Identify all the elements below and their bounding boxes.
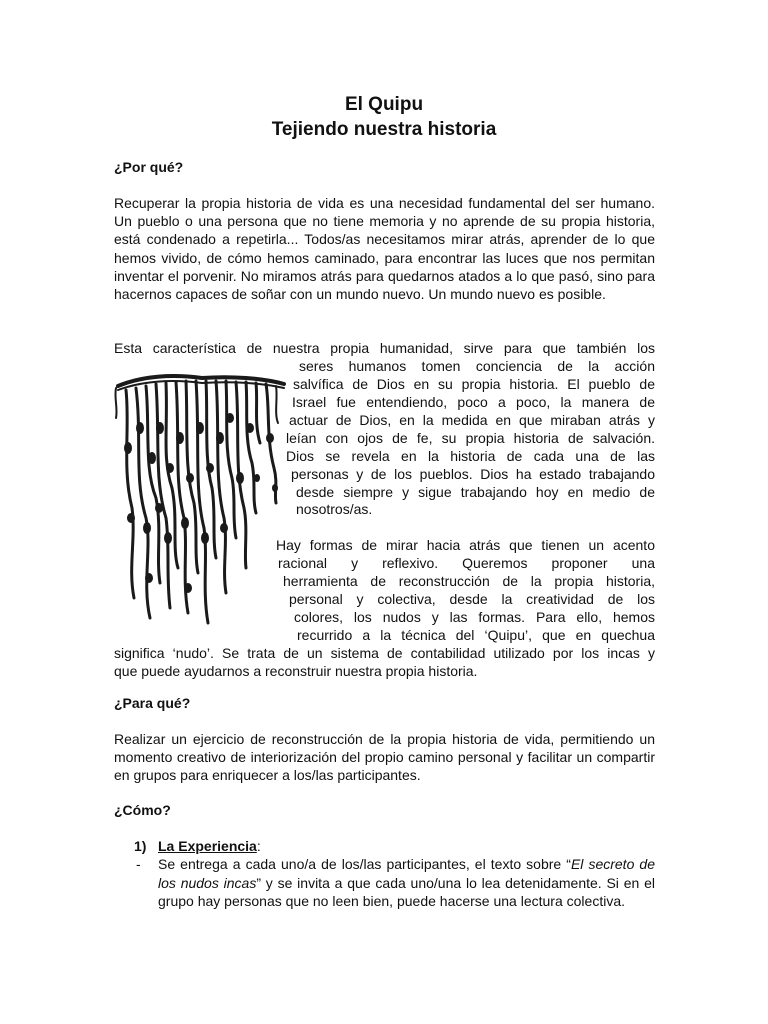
paragraph-why-1: Recuperar la propia historia de vida es una necesidad fundamental del ser humano. Un pueblo o una persona que no tiene memoria y no aprende de su propia historia, está condenado a repetirla... Todos/as necesitamos mirar atrás, aprender de lo que hemos vivido, de cómo hemos caminado, para encontrar las luces que nos permitan inventar el porvenir. No miramos atrás para quedarnos atados a lo que pasó, sino para hacernos capaces de soñar con un mundo nuevo. Un mundo nuevo es posible.	[114, 195, 655, 303]
document-title: El Quipu	[344, 94, 424, 115]
paragraph-line: Dios se revela en la historia de cada una de las	[286, 448, 655, 464]
paragraph-line: que puede ayudarnos a reconstruir nuestra propia historia.	[114, 663, 478, 679]
bullet-item	[158, 855, 655, 911]
document-subtitle: Tejiendo nuestra historia	[271, 119, 497, 140]
paragraph-line: Hay formas de mirar hacia atrás que tienen un acento	[276, 537, 655, 553]
bullet-marker: -	[136, 856, 141, 872]
paragraph-line: desde siempre y sigue trabajando hoy en medio de	[296, 484, 655, 500]
heading-how: ¿Cómo?	[114, 802, 171, 818]
list-number: 1)	[134, 838, 147, 854]
paragraph-line: racional y reflexivo. Queremos proponer una	[278, 555, 655, 571]
paragraph-line: personas y de los pueblos. Dios ha estado trabajando	[291, 466, 655, 482]
bullet-italic-title: El secreto de los nudos incas	[158, 856, 655, 891]
paragraph-line: recurrido a la técnica del ‘Quipu’, que en quechua	[297, 627, 655, 643]
step-title-text: La Experiencia	[158, 838, 257, 854]
paragraph-line: seres humanos tomen conciencia de la acción	[299, 358, 655, 374]
bullet-text-1: Se entrega a cada uno/a de los/las participantes, el texto sobre “	[158, 856, 571, 872]
paragraph-line: leían con ojos de fe, su propia historia de salvación.	[286, 430, 655, 446]
paragraph-line: colores, los nudos y las formas. Para ello, hemos	[294, 609, 655, 625]
heading-why: ¿Por qué?	[114, 159, 184, 175]
step-title-colon: :	[256, 838, 261, 854]
paragraph-line: Israel fue entendiendo, poco a poco, la manera de	[292, 394, 655, 410]
paragraph-what-for: Realizar un ejercicio de reconstrucción de la propia historia de vida, permitiendo un momento creativo de interiorización del propio camino personal y facilitar un compartir en grupos para enriquecer a los/las participantes.	[114, 731, 655, 784]
bullet-text-2: ” y se invita a que cada uno/una lo lea detenidamente. Si en el grupo hay personas que no leen bien, puede hacerse una lectura colectiva.	[158, 874, 655, 909]
paragraph-line: actuar de Dios, en la medida en que miraban atrás y	[289, 412, 655, 428]
paragraph-line: significa ‘nudo’. Se trata de un sistema de contabilidad utilizado por los incas y	[114, 645, 655, 661]
heading-what-for: ¿Para qué?	[114, 695, 191, 711]
paragraph-line: salvífica de Dios en su propia historia. El pueblo de	[293, 376, 655, 392]
paragraph-line: Esta característica de nuestra propia humanidad, sirve para que también los	[114, 340, 655, 356]
quipu-illustration	[112, 368, 287, 630]
paragraph-line: herramienta de reconstrucción de la propia historia,	[283, 573, 655, 589]
step-title	[158, 837, 261, 855]
paragraph-line: nosotros/as.	[296, 501, 373, 517]
paragraph-line: personal y colectiva, desde la creatividad de los	[289, 591, 655, 607]
